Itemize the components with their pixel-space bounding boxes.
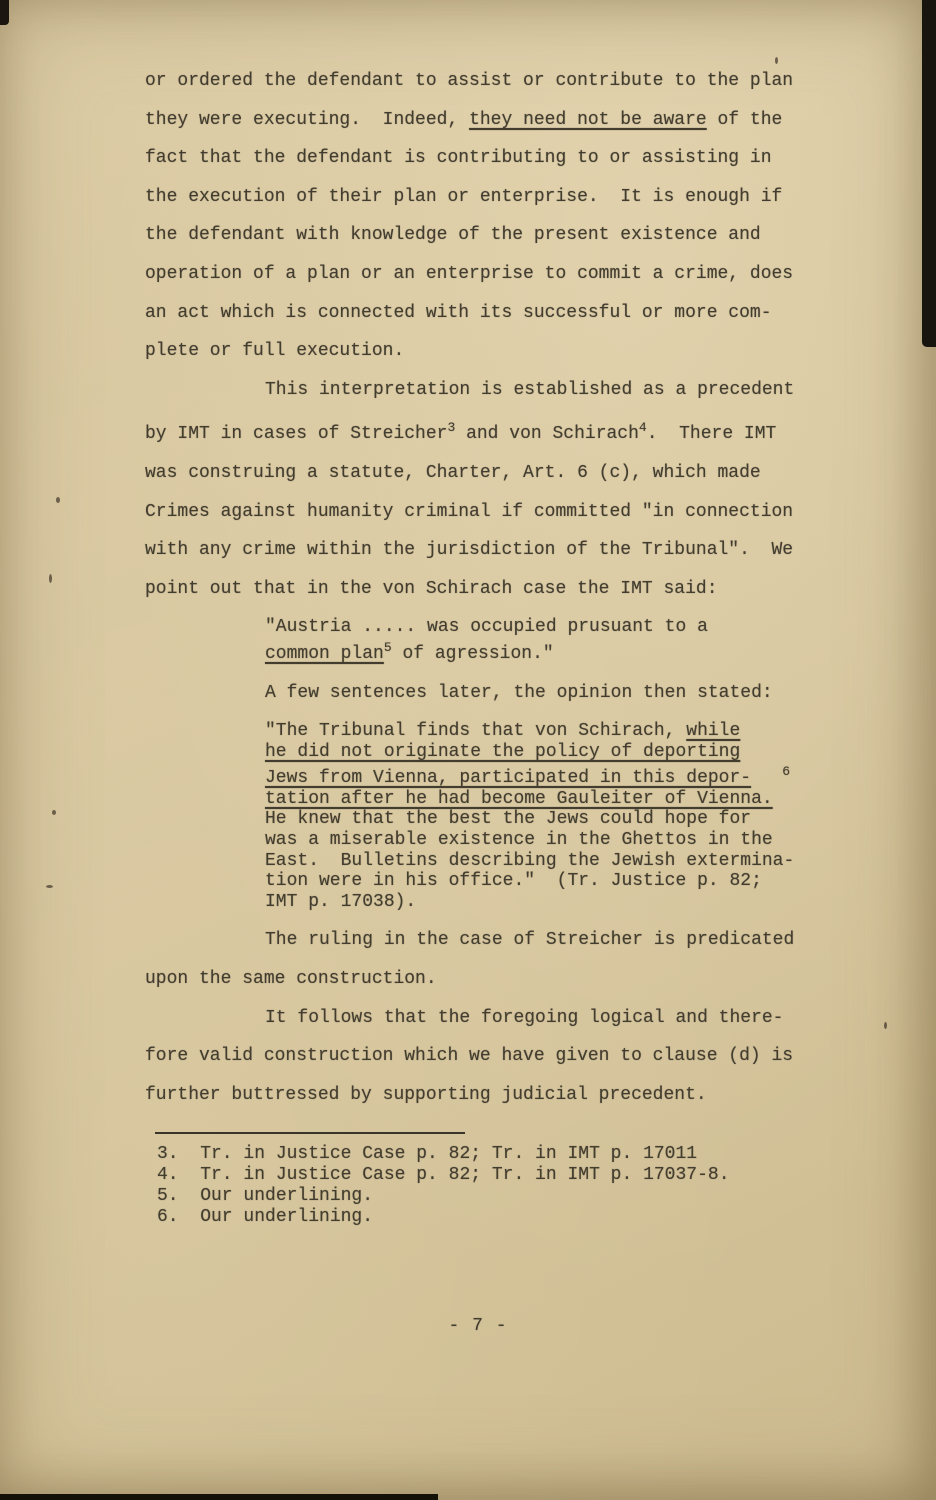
- body-block: [145, 62, 866, 371]
- text-segment: fore valid construction which we have given to clause (d) is: [145, 1046, 794, 1067]
- text-line: [265, 851, 866, 872]
- text-segment: of the: [706, 109, 783, 130]
- text-line: [265, 892, 866, 913]
- footnotes: [157, 1144, 866, 1228]
- text-body: [145, 62, 866, 1114]
- text-line: [145, 178, 866, 217]
- text-line: [265, 742, 866, 763]
- text-segment: Crimes against humanity criminal if committed "in connection: [145, 501, 794, 522]
- text-segment: the execution of their plan or enterprise. It is enough if: [145, 186, 783, 207]
- body-block: [145, 921, 866, 998]
- footnote-line: 5. Our underlining.: [157, 1186, 374, 1207]
- text-line: [145, 493, 866, 532]
- text-segment: and von Schirach: [455, 424, 639, 445]
- text-segment: was construing a statute, Charter, Art. 6 (c), which made: [145, 462, 761, 483]
- scan-speck: [46, 885, 53, 888]
- scan-speck: [884, 1022, 887, 1029]
- text-segment: Jews from Vienna, participated in this depor-: [265, 768, 752, 789]
- text-segment: . There IMT: [646, 424, 777, 445]
- text-line: [145, 1076, 866, 1115]
- text-line: [145, 674, 866, 713]
- text-segment: This interpretation is established as a precedent: [265, 379, 795, 400]
- text-line: [145, 409, 866, 454]
- footnote-area: [157, 1132, 866, 1228]
- text-segment: with any crime within the jurisdiction of the Tribunal". We: [145, 540, 794, 561]
- text-segment: of agression.": [391, 643, 554, 664]
- text-line: [145, 960, 866, 999]
- text-segment: further buttressed by supporting judicial precedent.: [145, 1084, 707, 1105]
- text-segment: It follows that the foregoing logical and there-: [265, 1007, 784, 1028]
- scan-speck: [52, 810, 56, 815]
- footnote-line: 4. Tr. in Justice Case p. 82; Tr. in IMT p. 17037-8.: [157, 1165, 730, 1186]
- footnote-marker: 3: [447, 420, 456, 436]
- text-segment: IMT p. 17038).: [265, 891, 417, 912]
- text-segment: they need not be aware: [469, 109, 707, 130]
- scan-speck: [775, 57, 778, 64]
- text-line: [145, 531, 866, 570]
- text-segment: tion were in his office." (Tr. Justice p. 82;: [265, 871, 762, 892]
- text-line: [145, 294, 866, 333]
- text-segment: fact that the defendant is contributing to or assisting in: [145, 148, 772, 169]
- text-line: [145, 216, 866, 255]
- text-line: [265, 638, 866, 665]
- footnote-marker: 6: [751, 764, 791, 780]
- text-line: [145, 255, 866, 294]
- text-line: [145, 332, 866, 371]
- footnote-marker: 5: [383, 639, 392, 655]
- text-segment: point out that in the von Schirach case the IMT said:: [145, 578, 718, 599]
- quote-block: [265, 721, 866, 912]
- text-line: [145, 454, 866, 493]
- text-segment: tation after he had become Gauleiter of Vienna.: [265, 788, 773, 809]
- page-number: - 7 -: [448, 1316, 508, 1337]
- text-segment: common plan: [265, 643, 384, 664]
- text-segment: while: [686, 721, 741, 742]
- text-line: [265, 617, 866, 638]
- text-segment: he did not originate the policy of deporting: [265, 741, 741, 762]
- text-line: [265, 871, 866, 892]
- footnote-line: 3. Tr. in Justice Case p. 82; Tr. in IMT p. 17011: [157, 1144, 698, 1165]
- scan-speck: [49, 574, 52, 583]
- text-line: [145, 921, 866, 960]
- text-segment: A few sentences later, the opinion then stated:: [265, 682, 773, 703]
- body-block: [145, 674, 866, 713]
- text-segment: plete or full execution.: [145, 341, 405, 362]
- text-segment: East. Bulletins describing the Jewish extermina-: [265, 850, 795, 871]
- scan-edge-right: [922, 0, 936, 347]
- text-segment: upon the same construction.: [145, 969, 437, 990]
- text-segment: "Austria ..... was occupied prusuant to a: [265, 617, 708, 638]
- footnote-rule: [155, 1132, 465, 1134]
- text-line: [145, 999, 866, 1038]
- text-segment: "The Tribunal finds that von Schirach,: [265, 721, 687, 742]
- text-line: [265, 789, 866, 810]
- text-segment: The ruling in the case of Streicher is predicated: [265, 930, 795, 951]
- text-line: [145, 101, 866, 140]
- body-block: [145, 999, 866, 1115]
- text-segment: He knew that the best the Jews could hope for: [265, 809, 752, 830]
- text-line: [265, 721, 866, 742]
- footnote-marker: 4: [638, 420, 647, 436]
- text-line: [145, 139, 866, 178]
- quote-block: [265, 617, 866, 664]
- text-segment: operation of a plan or an enterprise to commit a crime, does: [145, 263, 794, 284]
- body-block: [145, 371, 866, 609]
- scan-edge-top-left: [0, 0, 9, 25]
- text-segment: was a miserable existence in the Ghettos in the: [265, 830, 773, 851]
- text-segment: the defendant with knowledge of the present existence and: [145, 225, 761, 246]
- text-line: [265, 762, 866, 789]
- text-line: [145, 371, 866, 410]
- text-segment: an act which is connected with its successful or more com-: [145, 302, 772, 323]
- text-segment: by IMT in cases of Streicher: [145, 424, 448, 445]
- text-line: [145, 1037, 866, 1076]
- scan-speck: [56, 497, 60, 503]
- text-line: [265, 830, 866, 851]
- text-line: [145, 570, 866, 609]
- text-segment: or ordered the defendant to assist or contribute to the plan: [145, 71, 794, 91]
- text-line: [145, 62, 866, 101]
- footnote-line: 6. Our underlining.: [157, 1207, 374, 1228]
- text-line: [265, 809, 866, 830]
- scan-edge-bottom: [0, 1494, 438, 1500]
- text-segment: they were executing. Indeed,: [145, 109, 470, 130]
